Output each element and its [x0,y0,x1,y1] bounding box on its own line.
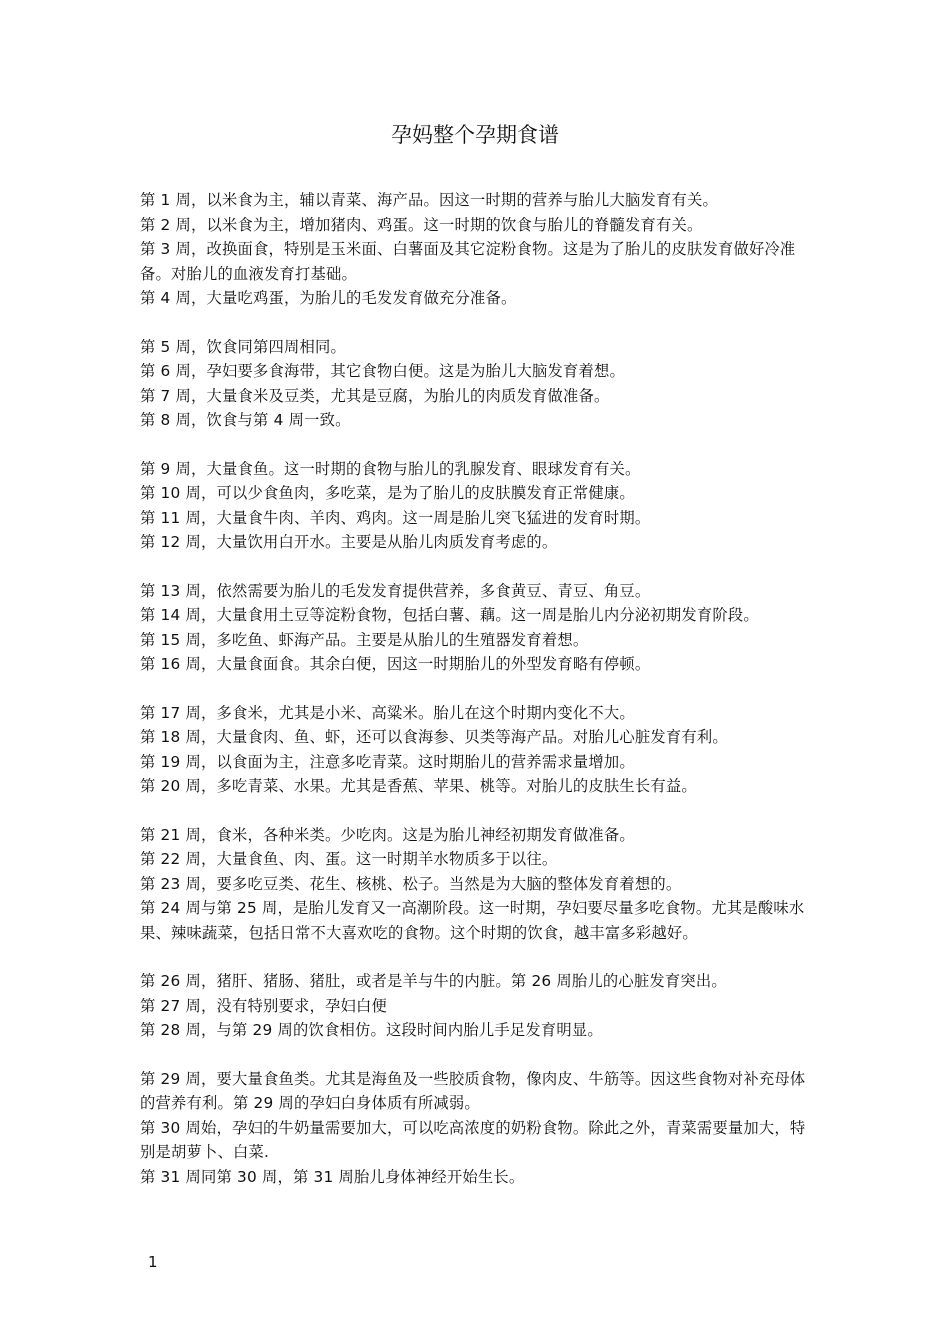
week-group [140,188,820,311]
week-entry: 第 4 周，大量吃鸡蛋，为胎儿的毛发发育做充分准备。 [140,289,517,307]
week-group [140,969,820,1043]
week-group [140,457,820,555]
week-entry: 第 19 周，以食面为主，注意多吃青菜。这时期胎儿的营养需求量增加。 [140,752,635,771]
week-group [140,579,820,677]
week-entry: 第 1 周，以米食为主，辅以青菜、海产品。因这一时期的营养与胎儿大脑发育有关。 [140,191,718,209]
week-entry: 第 18 周，大量食肉、鱼、虾，还可以食海参、贝类等海产品。对胎儿心脏发育有利。 [140,728,728,746]
week-entry: 第 21 周，食米，各种米类。少吃肉。这是为胎儿神经初期发育做准备。 [140,825,635,844]
week-group [140,1067,820,1190]
week-entry: 第 24 周与第 25 周，是胎儿发育又一高潮阶段。这一时期，孕妇要尽量多吃食物。尤其是酸味水果、辣味蔬菜，包括日常不大喜欢吃的食物。这个时期的饮食，越丰富多彩越好。 [140,899,805,942]
week-entry: 第 30 周始，孕妇的牛奶量需要加大，可以吃高浓度的奶粉食物。除此之外，青菜需要量加大，特别是胡萝卜、白菜. [140,1118,806,1161]
week-entry: 第 10 周，可以少食鱼肉，多吃菜，是为了胎儿的皮肤膜发育正常健康。 [140,484,635,502]
week-entry: 第 27 周，没有特别要求，孕妇白便 [140,996,387,1015]
week-entry: 第 14 周，大量食用土豆等淀粉食物，包括白薯、藕。这一周是胎儿内分泌初期发育阶段。 [140,606,759,624]
week-entry: 第 2 周，以米食为主，增加猪肉、鸡蛋。这一时期的饮食与胎儿的脊髓发育有关。 [140,215,703,234]
document-body [140,188,820,1213]
week-entry: 第 28 周，与第 29 周的饮食相仿。这段时间内胎儿手足发育明显。 [140,1021,603,1039]
week-entry: 第 12 周，大量饮用白开水。主要是从胎儿肉质发育考虑的。 [140,533,558,551]
week-entry: 第 22 周，大量食鱼、肉、蛋。这一时期羊水物质多于以往。 [140,850,558,868]
week-entry: 第 31 周同第 30 周，第 31 周胎儿身体神经开始生长。 [140,1167,525,1186]
week-group [140,823,820,946]
week-entry: 第 17 周，多食米，尤其是小米、高粱米。胎儿在这个时期内变化不大。 [140,703,635,722]
week-entry: 第 9 周，大量食鱼。这一时期的食物与胎儿的乳腺发育、眼球发育有关。 [140,459,641,478]
week-entry: 第 3 周，改换面食，特别是玉米面、白薯面及其它淀粉食物。这是为了胎儿的皮肤发育做好冷准备。对胎儿的血液发育打基础。 [140,240,796,283]
week-entry: 第 16 周，大量食面食。其余白便，因这一时期胎儿的外型发育略有停顿。 [140,655,651,673]
week-group [140,335,820,433]
week-entry: 第 23 周，要多吃豆类、花生、核桃、松子。当然是为大脑的整体发育着想的。 [140,874,682,893]
week-entry: 第 5 周，饮食同第四周相同。 [140,337,347,356]
week-group [140,701,820,799]
week-entry: 第 7 周，大量食米及豆类，尤其是豆腐，为胎儿的肉质发育做准备。 [140,386,610,405]
week-entry: 第 11 周，大量食牛肉、羊肉、鸡肉。这一周是胎儿突飞猛进的发育时期。 [140,508,651,527]
week-entry: 第 20 周，多吃青菜、水果。尤其是香蕉、苹果、桃等。对胎儿的皮肤生长有益。 [140,777,697,795]
week-entry: 第 13 周，依然需要为胎儿的毛发发育提供营养，多食黄豆、青豆、角豆。 [140,581,651,600]
week-entry: 第 29 周，要大量食鱼类。尤其是海鱼及一些胶质食物，像肉皮、牛筋等。因这些食物对补充母体的营养有利。第 29 周的孕妇白身体质有所减弱。 [140,1069,806,1112]
document-title: 孕妈整个孕期食谱 [391,123,559,147]
page-number: 1 [148,1253,158,1271]
week-entry: 第 6 周，孕妇要多食海带，其它食物白便。这是为胎儿大脑发育着想。 [140,362,625,380]
week-entry: 第 8 周，饮食与第 4 周一致。 [140,411,351,429]
week-entry: 第 26 周，猪肝、猪肠、猪肚，或者是羊与牛的内脏。第 26 周胎儿的心脏发育突出。 [140,972,727,990]
week-entry: 第 15 周，多吃鱼、虾海产品。主要是从胎儿的生殖器发育着想。 [140,630,589,649]
